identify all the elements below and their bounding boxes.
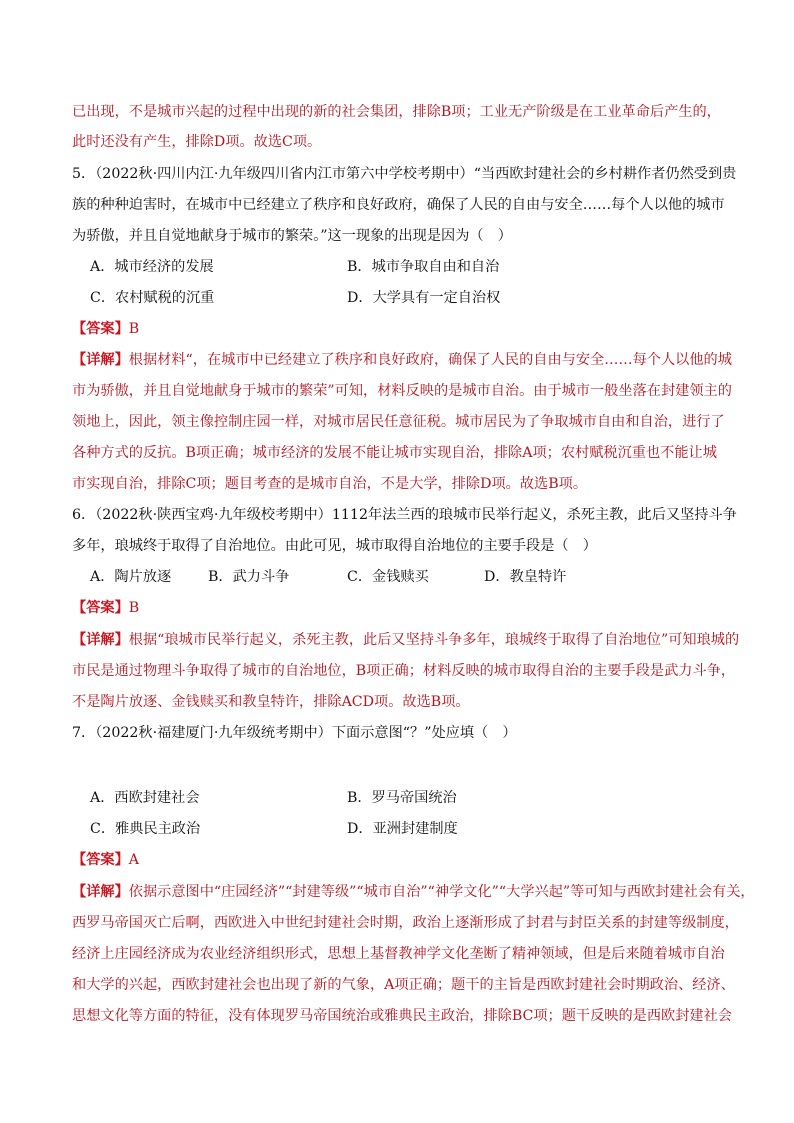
q6-option-a[interactable]: A．陶片放逐 bbox=[90, 569, 172, 585]
q6-option-d[interactable]: D．教皇特许 bbox=[484, 569, 567, 585]
prev-explanation-line-1: 已出现，不是城市兴起的过程中出现的新的社会集团，排除B项；工业无产阶级是在工业革命后产生的， bbox=[72, 104, 721, 120]
q5-explanation-line-4: 各种方式的反抗。B项正确；城市经济的发展不能让城市实现自治，排除A项；农村赋税沉重也不能让城 bbox=[72, 445, 717, 461]
q7-explanation-line-4: 和大学的兴起，西欧封建社会也出现了新的气象，A项正确；题干的主旨是西欧封建社会时期政治、经济、 bbox=[72, 977, 735, 993]
q7-option-d[interactable]: D．亚洲封建制度 bbox=[347, 821, 458, 837]
q5-explain-tag: 【详解】 bbox=[72, 352, 129, 368]
q5-explain-text-1: 根据材料“，在城市中已经建立了秩序和良好政府，确保了人民的自由与安全……每个人以他的城 bbox=[128, 352, 732, 368]
q7-option-a[interactable]: A．西欧封建社会 bbox=[90, 790, 200, 806]
q5-explanation-line-1 bbox=[72, 350, 732, 370]
q6-explain-text-1: 根据“琅城市民举行起义，杀死主教，此后又坚持斗争多年，琅城终于取得了自治地位”可知琅城的 bbox=[128, 632, 740, 648]
q6-explain-tag: 【详解】 bbox=[72, 632, 129, 648]
q5-explanation-line-3: 领地上，因此，领主像控制庄园一样，对城市居民任意征税。城市居民为了争取城市自由和自治，进行了 bbox=[72, 414, 725, 430]
q5-stem-line-1: 5．（2022秋·四川内江·九年级四川省内江市第六中学校考期中）“当西欧封建社会的乡村耕作者仍然受到贵 bbox=[72, 166, 737, 182]
q6-explanation-line-1 bbox=[72, 630, 739, 650]
prev-explanation-line-2: 此时还没有产生，排除D项。故选C项。 bbox=[72, 134, 322, 150]
q5-option-c[interactable]: C．农村赋税的沉重 bbox=[90, 290, 215, 306]
q5-answer-tag: 【答案】 bbox=[72, 321, 129, 337]
q5-explanation-line-2: 市为骄傲，并且自觉地献身于城市的繁荣”可知，材料反映的是城市自治。由于城市一般坐落在封建领主的 bbox=[72, 383, 732, 399]
q5-option-d[interactable]: D．大学具有一定自治权 bbox=[347, 290, 501, 306]
q6-answer bbox=[72, 598, 139, 618]
q7-answer-value: A bbox=[128, 852, 140, 868]
q7-explanation-line-2: 西罗马帝国灭亡后啊，西欧进入中世纪封建社会时期，政治上逐渐形成了封君与封臣关系的封建等级制度， bbox=[72, 915, 739, 931]
q6-answer-value: B bbox=[128, 600, 140, 616]
q5-option-a[interactable]: A．城市经济的发展 bbox=[90, 259, 214, 275]
q7-explanation-line-3: 经济上庄园经济成为农业经济组织形式，思想上基督教神学文化垄断了精神领域，但是后来随着城市自治 bbox=[72, 946, 725, 962]
q5-answer-value: B bbox=[128, 321, 140, 337]
q6-explanation-line-2: 市民是通过物理斗争取得了城市的自治地位，B项正确；材料反映的城市取得自治的主要手段是武力斗争， bbox=[72, 663, 736, 679]
q7-explanation-line-1 bbox=[72, 882, 755, 902]
q5-answer bbox=[72, 319, 139, 339]
q6-stem-line-2: 多年，琅城终于取得了自治地位。由此可见，城市取得自治地位的主要手段是（ ） bbox=[72, 538, 597, 554]
q7-explain-text-1: 依据示意图中“庄园经济”“封建等级”“城市自治”“神学文化”“大学兴起”等可知与西欧封建社会有关， bbox=[128, 884, 755, 900]
q6-explanation-line-3: 不是陶片放逐、金钱赎买和教皇特许，排除ACD项。故选B项。 bbox=[72, 694, 470, 710]
q6-option-b[interactable]: B．武力斗争 bbox=[208, 569, 290, 585]
q6-answer-tag: 【答案】 bbox=[72, 600, 129, 616]
q7-option-c[interactable]: C．雅典民主政治 bbox=[90, 821, 201, 837]
q5-stem-line-2: 族的种种迫害时，在城市中已经建立了秩序和良好政府，确保了人民的自由与安全……每个人以他的城市 bbox=[72, 197, 725, 213]
q7-option-b[interactable]: B．罗马帝国统治 bbox=[347, 790, 457, 806]
q7-answer bbox=[72, 850, 139, 870]
q7-answer-tag: 【答案】 bbox=[72, 852, 129, 868]
q7-explain-tag: 【详解】 bbox=[72, 884, 129, 900]
q6-option-c[interactable]: C．金钱赎买 bbox=[347, 569, 429, 585]
q7-stem-line-1: 7．（2022秋·福建厦门·九年级统考期中）下面示意图“？”处应填（ ） bbox=[72, 725, 517, 741]
q5-stem-line-3: 为骄傲，并且自觉地献身于城市的繁荣。”这一现象的出现是因为（ ） bbox=[72, 228, 512, 244]
q6-stem-line-1: 6．（2022秋·陕西宝鸡·九年级校考期中）1112年法兰西的琅城市民举行起义，杀死主教，此后又坚持斗争 bbox=[72, 507, 737, 523]
q7-explanation-line-5: 思想文化等方面的特征，没有体现罗马帝国统治或雅典民主政治，排除BC项；题干反映的是西欧封建社会 bbox=[72, 1008, 732, 1024]
q5-explanation-line-5: 市实现自治，排除C项；题目考查的是城市自治，不是大学，排除D项。故选B项。 bbox=[72, 476, 588, 492]
q5-option-b[interactable]: B．城市争取自由和自治 bbox=[347, 259, 500, 275]
